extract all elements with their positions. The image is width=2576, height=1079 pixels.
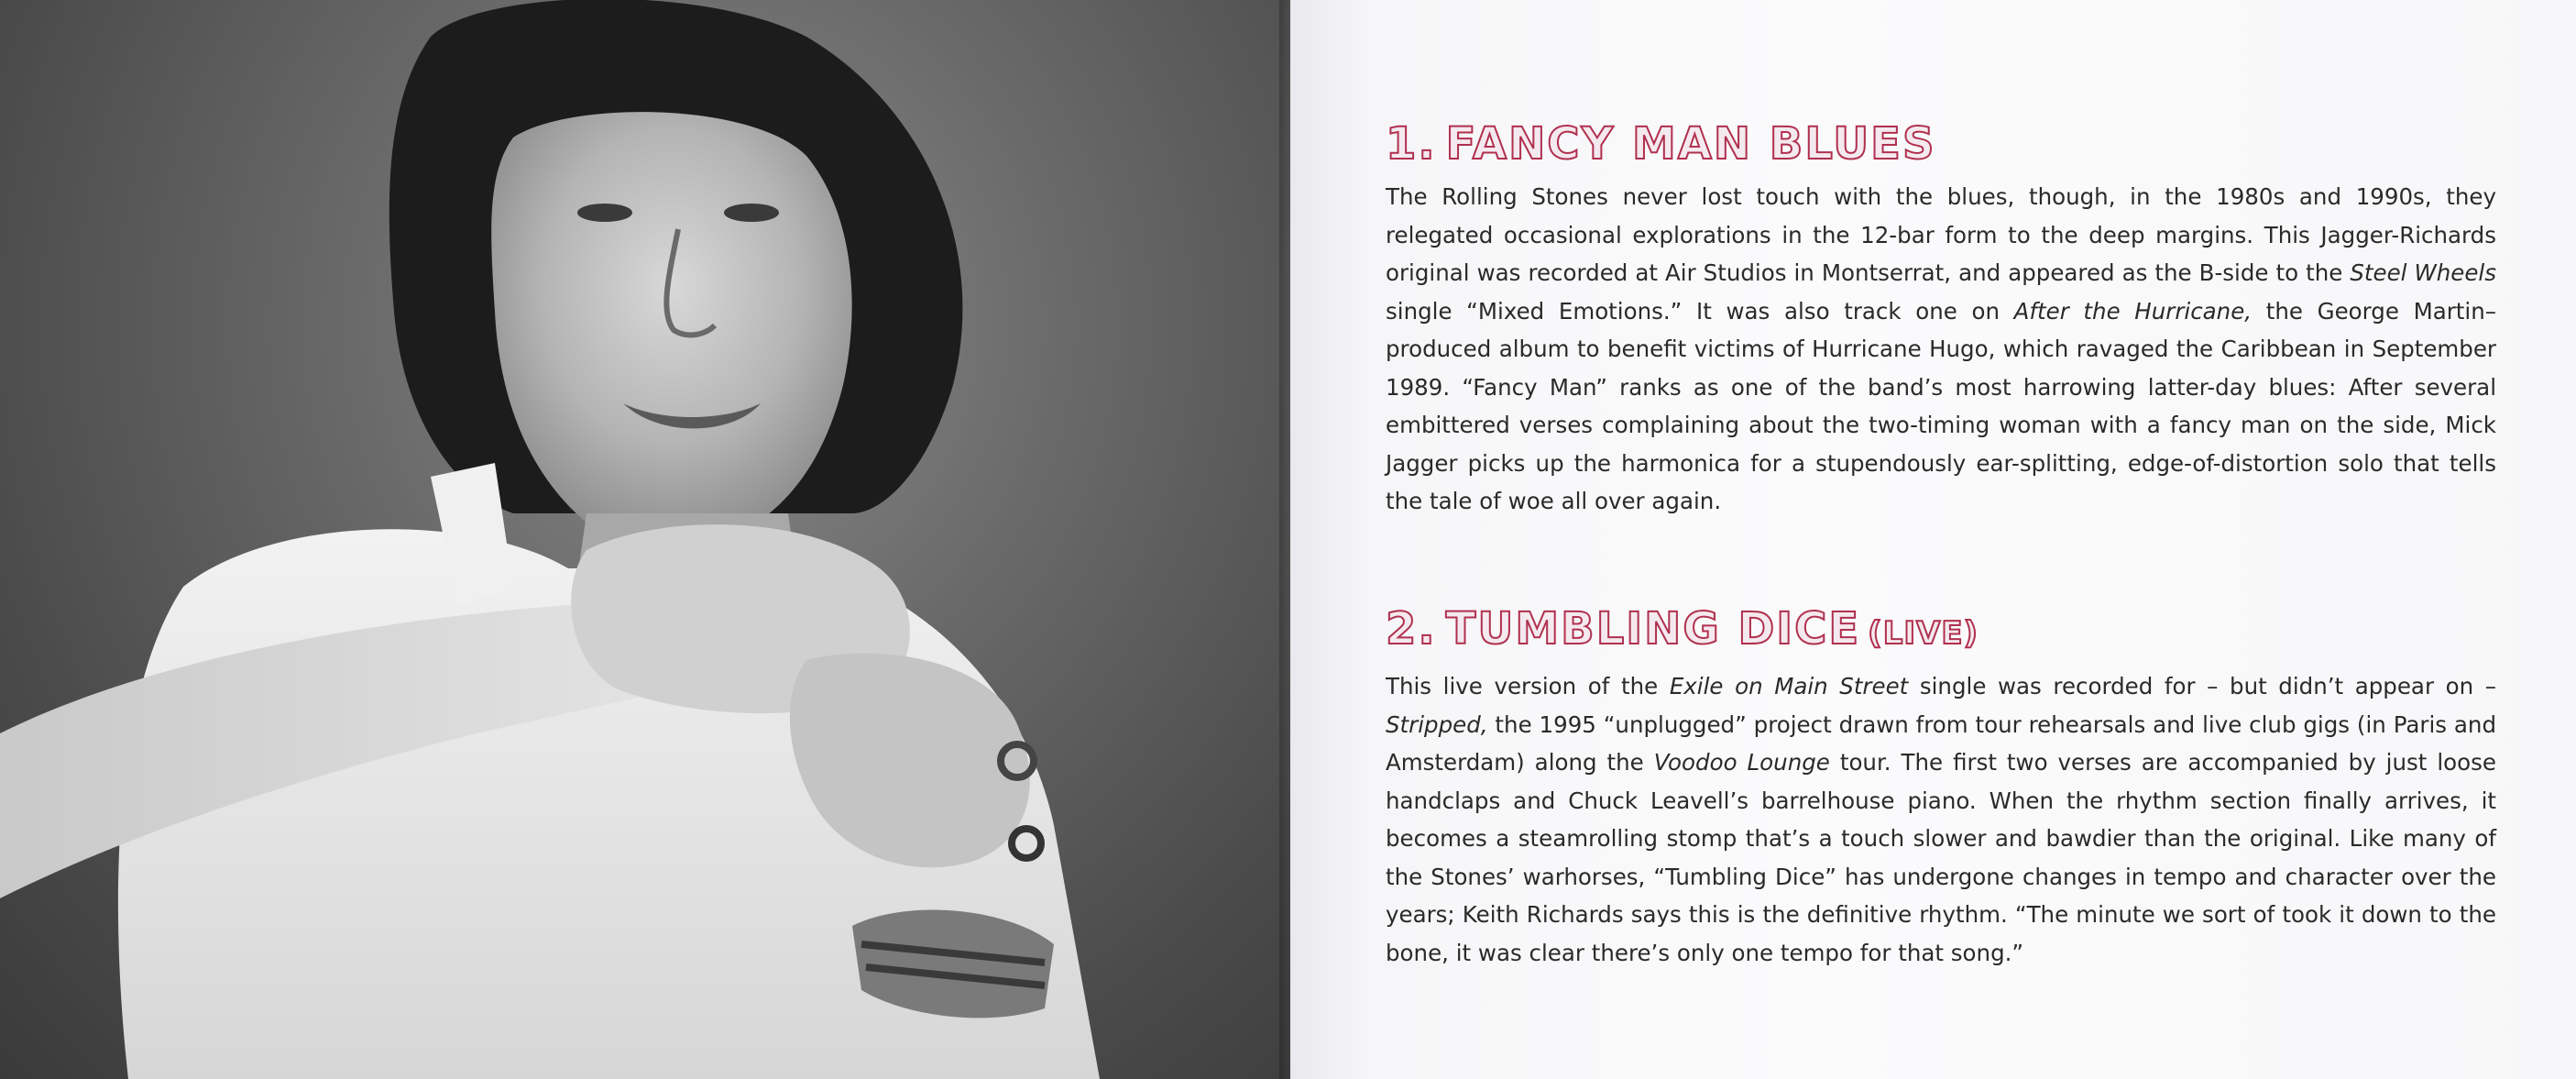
track-number: 2. [1386, 603, 1437, 655]
track-description-1 [1386, 178, 2496, 521]
italic-title: Steel Wheels [2350, 259, 2496, 286]
track-heading-2 [1386, 602, 2496, 660]
italic-title: After the Hurricane, [2013, 297, 2253, 325]
track-description-2 [1386, 667, 2496, 972]
track-section-2 [1386, 602, 2496, 972]
italic-title: Voodoo Lounge [1653, 749, 1830, 776]
track-title: FANCY MAN BLUES [1445, 118, 1936, 170]
body-text: single was recorded for – but didn’t appear on – [1908, 673, 2496, 699]
body-text: the George Martin–produced album to benefit victims of Hurricane Hugo, which ravaged the Caribbean in September 1989. “Fancy Man” ranks as one of the band’s most harrowing latter-day blues: After several embittered verses complaining about the two-timing woman with a fancy man on the side, Mick Jagger picks up the harmonica for a stupendously ear-splitting, edge-of-distortion solo that tells the tale of woe all over again. [1386, 297, 2496, 514]
track-heading-1 [1386, 117, 2496, 171]
body-text: tour. The first two verses are accompanied by just loose handclaps and Chuck Leavell’s barrelhouse piano. When the rhythm section finally arrives, it becomes a steamrolling stomp that’s a touch slower and bawdier than the original. Like many of the Stones’ warhorses, “Tumbling Dice” has undergone changes in tempo and character over the years; Keith Richards says this is the definitive rhythm. “The minute we sort of took it down to the bone, it was clear there’s only one tempo for that song.” [1386, 749, 2496, 966]
body-text: the 1995 “unplugged” project drawn from tour rehearsals and live club gigs (in Paris and Amsterdam) along the [1386, 710, 2496, 776]
body-text: The Rolling Stones never lost touch with the blues, though, in the 1980s and 1990s, they relegated occasional explorations in the 12-bar form to the deep margins. This Jagger-Richards original was recorded at Air Studios in Montserrat, and appeared as the B-side to the [1386, 183, 2496, 286]
body-text: single “Mixed Emotions.” It was also track one on [1386, 297, 2014, 325]
italic-title: Exile on Main Street [1669, 673, 1909, 699]
liner-notes-page [1290, 0, 2576, 1079]
track-number: 1. [1386, 118, 1437, 170]
italic-title: Stripped, [1386, 710, 1488, 738]
body-text: This live version of the [1386, 673, 1670, 699]
track-title: TUMBLING DICE [1445, 603, 1861, 655]
track-note: (LIVE) [1868, 615, 1979, 652]
track-section-1 [1386, 117, 2496, 521]
